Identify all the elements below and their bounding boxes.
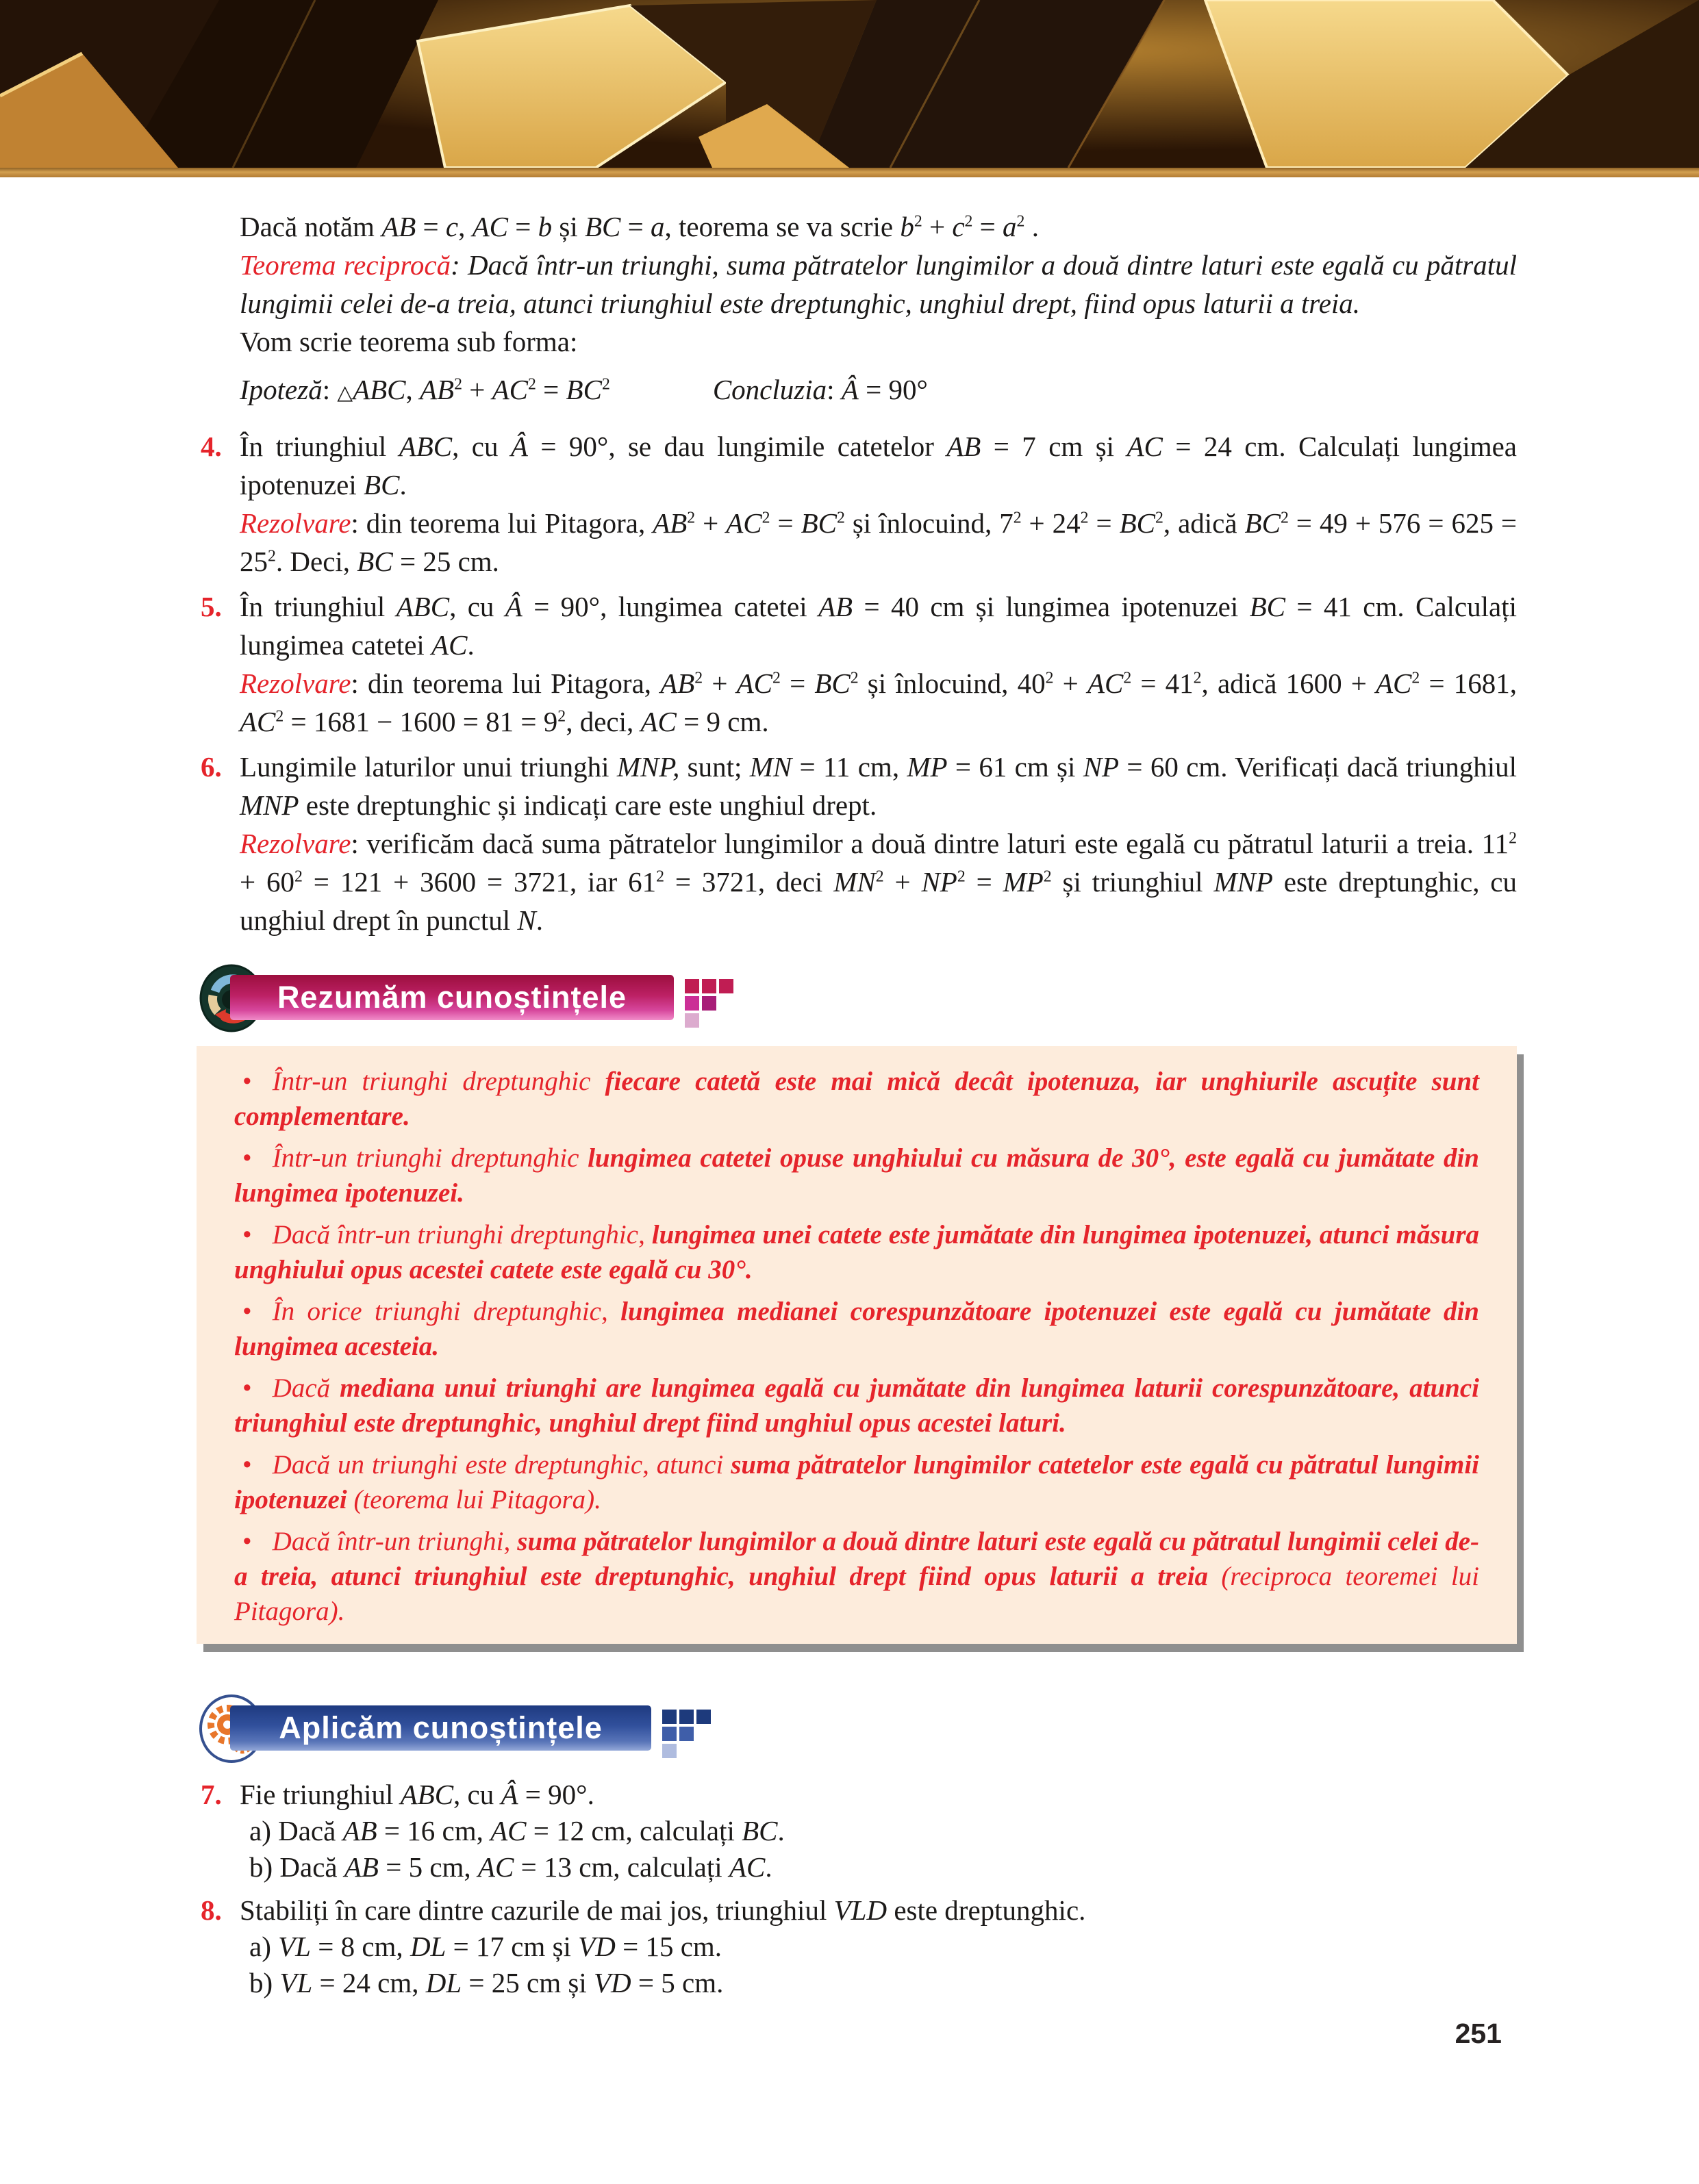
problem-number: 4. (201, 431, 222, 462)
problem-4: 4. În triunghiul ABC, cu Â = 90°, se dau lungimile catetelor AB = 7 cm și AC = 24 cm. Calculați lungimea ipotenuzei BC. (240, 427, 1517, 504)
summary-bullet: • Dacă într-un triunghi, suma pătratelor lungimilor a două dintre laturi este egală cu pătratul lungimii celei de-a treia, atunci triunghiul este dreptunghic, unghiul drept fiind opus laturii a treia (reciproca teoremei lui Pitagora). (234, 1527, 1479, 1626)
problem-number: 8. (201, 1894, 222, 1926)
page-number: 251 (1455, 2018, 1502, 2049)
apply-badge-bar (230, 1705, 651, 1751)
page-content (201, 177, 1518, 2050)
summary-badge-label: Rezumăm cunoștințele (277, 980, 627, 1015)
summary-box (197, 1046, 1517, 1644)
problem-7: 7. Fie triunghiul ABC, cu Â = 90°. (240, 1777, 1517, 1813)
summary-bullet: • În orice triunghi dreptunghic, lungimea medianei corespunzătoare ipotenuzei este egală cu jumătate din lungimea acesteia. (234, 1297, 1479, 1361)
bullet-dot-icon: • (242, 1297, 252, 1326)
badge-squares-icon (662, 1710, 711, 1758)
problem-6: 6. Lungimile laturilor unui triunghi MNP, sunt; MN = 11 cm, MP = 61 cm și NP = 60 cm. Verificați dacă triunghiul MNP este dreptunghic și indicați care este unghiul drept. (240, 748, 1517, 824)
problem-8: 8. Stabiliți în care dintre cazurile de mai jos, triunghiul VLD este dreptunghic. (240, 1892, 1517, 1929)
solution-4: Rezolvare: din teorema lui Pitagora, $AB^2 + AC^2 = BC^2$ și înlocuind, $7^2 + 24^2 = BC^2$, adică $BC^2 = 49 + 576 = 625 = 25^2$. Deci, BC = 25 cm. (240, 507, 1518, 577)
apply-badge-label: Aplicăm cunoștințele (279, 1710, 603, 1745)
problem-number: 5. (201, 591, 222, 622)
golden-cubes-illustration (0, 0, 1699, 168)
summary-badge (199, 964, 1517, 1030)
intro-paragraph: Dacă notăm AB = c, AC = b și BC = a, teorema se va scrie $b^2 + c^2 = a^2$ . (240, 211, 1039, 242)
solution-5: Rezolvare: din teorema lui Pitagora, $AB^2 + AC^2 = BC^2$ și înlocuind, $40^2 + AC^2 = 41^2$, adică $1600 + AC^2 = 1681$, $AC^2 = 1681 - 1600 = 81 = 9^2$, deci, AC = 9 cm. (240, 668, 1517, 737)
bullet-dot-icon: • (242, 1143, 252, 1173)
summary-bullet: • Într-un triunghi dreptunghic lungimea catetei opuse unghiului cu măsura de 30°, este egală cu jumătate din lungimea ipotenuzei. (234, 1143, 1479, 1208)
bullet-dot-icon: • (242, 1067, 252, 1096)
summary-bullet: • Într-un triunghi dreptunghic fiecare catetă este mai mică decât ipotenuza, iar unghiurile ascuțite sunt complementare. (234, 1067, 1479, 1131)
problem-number: 6. (201, 751, 222, 783)
bullet-dot-icon: • (242, 1450, 252, 1480)
theory-section (201, 177, 1518, 939)
bullet-dot-icon: • (242, 1373, 252, 1403)
badge-squares-icon (685, 979, 733, 1028)
header-gold-bar (0, 168, 1699, 177)
hypothesis-conclusion-line: Ipoteză: △ABC, $AB^2 + AC^2 = BC^2$ Concluzia: Â = 90° (240, 374, 928, 405)
problem-8b: b) VL = 24 cm, DL = 25 cm și VD = 5 cm. (249, 1967, 724, 1998)
apply-badge (199, 1694, 1517, 1760)
reciprocal-theorem-paragraph: Teorema reciprocă: Dacă într-un triunghi, suma pătratelor lungimilor a două dintre laturi este egală cu pătratul lungimii celei de-a treia, atunci triunghiul este dreptunghic, unghiul drept, fiind opus laturii a treia. (240, 249, 1518, 319)
bullet-dot-icon: • (242, 1527, 252, 1556)
solution-6: Rezolvare: verificăm dacă suma pătratelor lungimilor a două dintre laturi este egală cu pătratul laturii a treia. $11^2 + 60^2 = 121 + 3600 = 3721$, iar $61^2 = 3721$, deci $MN^2 + NP^2 = MP^2$ și triunghiul MNP este dreptunghic, cu unghiul drept în punctul N. (240, 828, 1518, 936)
summary-badge-bar (230, 975, 674, 1020)
summary-bullet: • Dacă un triunghi este dreptunghic, atunci suma pătratelor lungimilor catetelor este egală cu pătratul lungimii ipotenuzei (teorema lui Pitagora). (234, 1450, 1479, 1514)
summary-bullet: • Dacă într-un triunghi dreptunghic, lungimea unei catete este jumătate din lungimea ipotenuzei, atunci măsura unghiului opus acestei catete este egală cu 30°. (234, 1220, 1479, 1284)
bullet-dot-icon: • (242, 1220, 252, 1249)
header-image (0, 0, 1699, 177)
exercises-section (201, 1777, 1517, 2001)
problem-5: 5. În triunghiul ABC, cu Â = 90°, lungimea catetei AB = 40 cm și lungimea ipotenuzei BC = 41 cm. Calculați lungimea catetei AC. (240, 587, 1517, 664)
problem-7b: b) Dacă AB = 5 cm, AC = 13 cm, calculați AC. (249, 1851, 772, 1883)
summary-bullet: • Dacă mediana unui triunghi are lungimea egală cu jumătate din lungimea laturii corespunzătoare, atunci triunghiul este dreptunghic, unghiul drept fiind unghiul opus acestei laturi. (234, 1373, 1479, 1438)
paragraph: Vom scrie teorema sub forma: (240, 326, 578, 357)
problem-7a: a) Dacă AB = 16 cm, AC = 12 cm, calculați BC. (249, 1815, 785, 1846)
problem-8a: a) VL = 8 cm, DL = 17 cm și VD = 15 cm. (249, 1931, 722, 1962)
problem-number: 7. (201, 1779, 222, 1810)
